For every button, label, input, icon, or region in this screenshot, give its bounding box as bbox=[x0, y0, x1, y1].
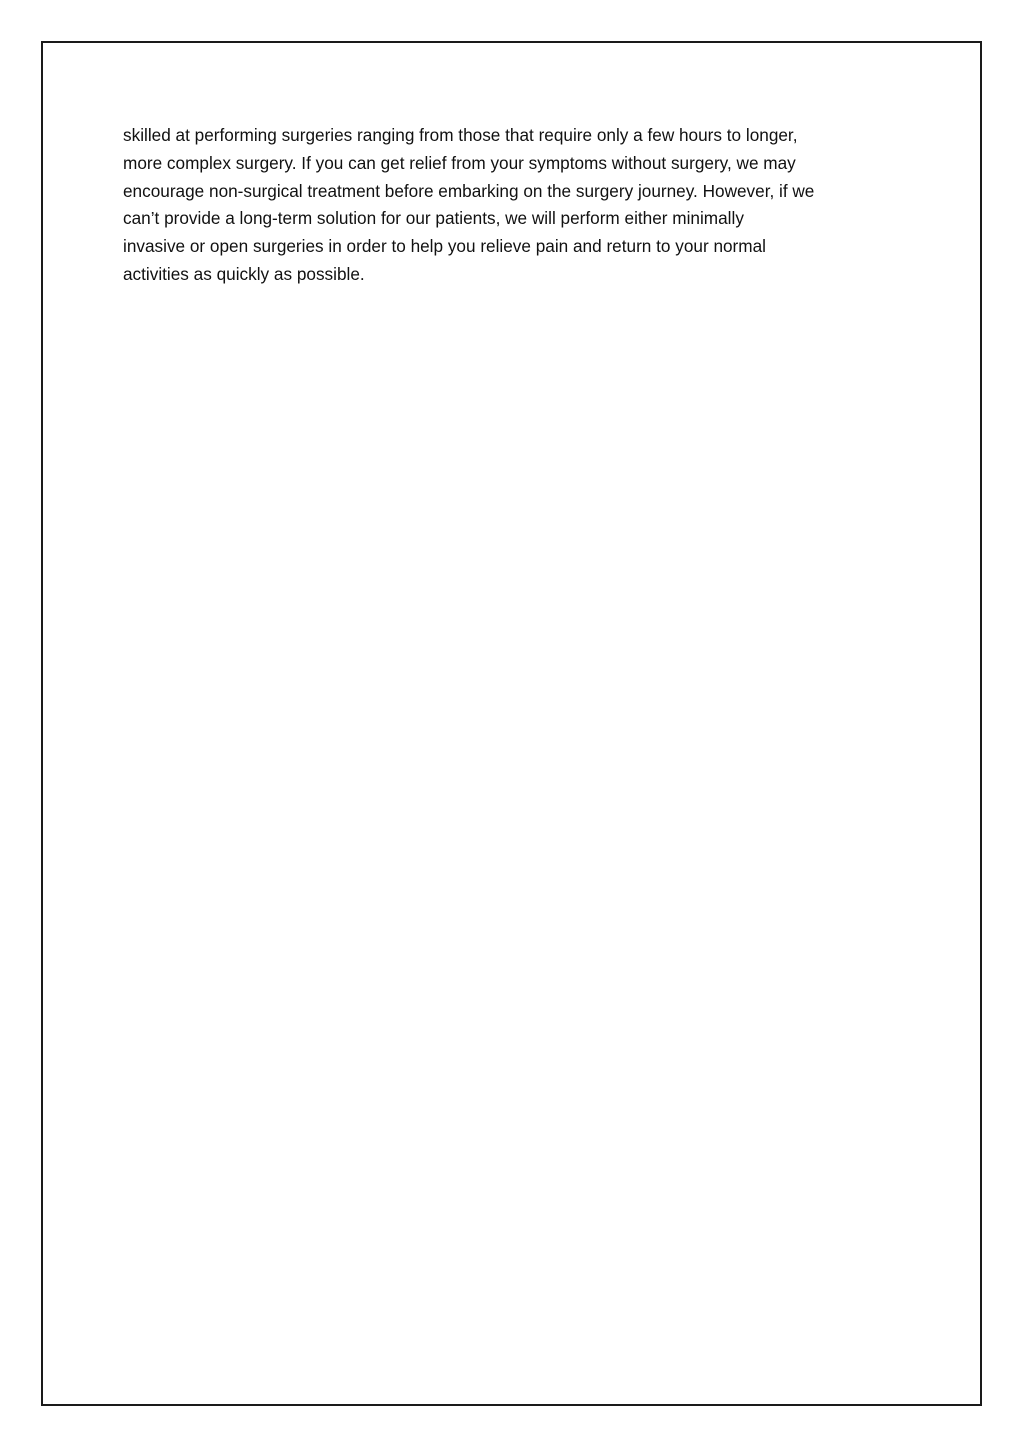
body-paragraph bbox=[123, 122, 913, 289]
paragraph-line: invasive or open surgeries in order to help you relieve pain and return to your normal bbox=[123, 236, 766, 257]
paragraph-line: more complex surgery. If you can get relief from your symptoms without surgery, we may bbox=[123, 152, 796, 173]
paragraph-line: activities as quickly as possible. bbox=[123, 263, 365, 284]
paragraph-line: encourage non-surgical treatment before embarking on the surgery journey. However, if we bbox=[123, 180, 815, 201]
paragraph-line: can’t provide a long-term solution for our patients, we will perform either minimally bbox=[123, 208, 744, 229]
paragraph-line: skilled at performing surgeries ranging from those that require only a few hours to longer, bbox=[123, 125, 798, 145]
